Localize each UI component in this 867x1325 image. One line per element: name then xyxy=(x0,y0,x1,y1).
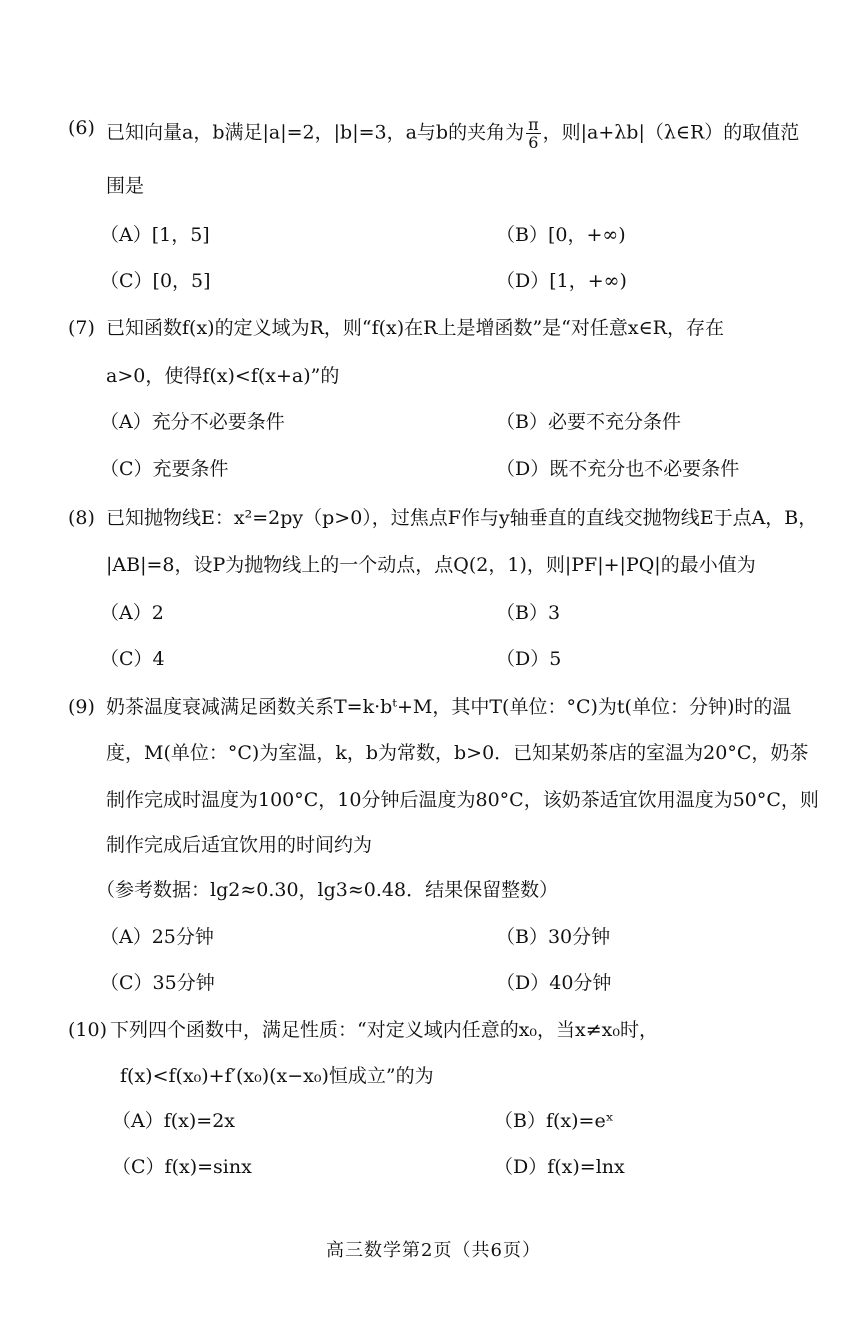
option-b: （B）3 xyxy=(496,602,561,624)
question-number: (6) xyxy=(68,117,95,139)
option-b: （B）30分钟 xyxy=(496,926,611,948)
question-number: (7) xyxy=(68,317,95,339)
option-a: （A）[1，5] xyxy=(100,224,210,246)
option-d: （D）40分钟 xyxy=(496,972,612,994)
stem-text: 已知向量a，b满足|a|=2，|b|=3，a与b的夹角为 xyxy=(106,121,525,144)
option-c: （C）充要条件 xyxy=(100,458,229,480)
question-stem-continued: 度，M(单位：°C)为室温，k，b为常数，b>0．已知某奶茶店的室温为20°C，奶茶 xyxy=(106,742,809,764)
question-stem: 奶茶温度衰减满足函数关系T=k·bᵗ+M，其中T(单位：°C)为t(单位：分钟)时的温 xyxy=(106,696,792,718)
question-stem: 已知函数f(x)的定义域为R，则“f(x)在R上是增函数”是“对任意x∈R，存在 xyxy=(106,317,724,339)
option-d: （D）既不充分也不必要条件 xyxy=(496,458,740,480)
option-b: （B）必要不充分条件 xyxy=(496,411,681,433)
question-stem-continued: 制作完成时温度为100°C，10分钟后温度为80°C，该奶茶适宜饮用温度为50°C，则 xyxy=(106,789,819,811)
question-stem-continued: 围是 xyxy=(106,175,145,197)
question-number: (9) xyxy=(68,696,95,718)
fraction-denominator: 6 xyxy=(528,133,539,152)
fraction-numerator: π xyxy=(528,115,539,134)
option-c: （C）4 xyxy=(100,648,165,670)
question-stem-continued: 制作完成后适宜饮用的时间约为 xyxy=(106,834,373,856)
option-a: （A）f(x)=2x xyxy=(112,1110,236,1132)
question-stem: 下列四个函数中，满足性质：“对定义域内任意的x₀，当x≠x₀时， xyxy=(110,1019,659,1041)
option-d: （D）[1，+∞) xyxy=(496,270,627,292)
question-stem-continued: a>0，使得f(x)<f(x+a)”的 xyxy=(106,365,340,387)
option-b: （B）[0，+∞) xyxy=(496,224,626,246)
page-footer: 高三数学第2页（共6页） xyxy=(326,1240,541,1261)
question-number: (10) xyxy=(68,1019,108,1041)
question-stem-continued: |AB|=8，设P为抛物线上的一个动点，点Q(2，1)，则|PF|+|PQ|的最小值为 xyxy=(106,554,756,576)
question-stem: 已知抛物线E：x²=2py（p>0），过焦点F作与y轴垂直的直线交抛物线E于点A，B， xyxy=(106,507,818,529)
fraction xyxy=(526,116,541,151)
reference-data: （参考数据：lg2≈0.30，lg3≈0.48．结果保留整数） xyxy=(96,879,559,901)
option-a: （A）2 xyxy=(100,602,164,624)
question-stem xyxy=(106,116,799,151)
option-a: （A）充分不必要条件 xyxy=(100,411,285,433)
option-a: （A）25分钟 xyxy=(100,926,214,948)
option-d: （D）f(x)=lnx xyxy=(494,1156,625,1178)
option-b: （B）f(x)=eˣ xyxy=(494,1110,614,1132)
option-c: （C）35分钟 xyxy=(100,972,215,994)
question-number: (8) xyxy=(68,507,95,529)
option-c: （C）f(x)=sinx xyxy=(112,1156,252,1178)
option-c: （C）[0，5] xyxy=(100,270,211,292)
stem-text: ，则|a+λb|（λ∈R）的取值范 xyxy=(542,121,800,144)
option-d: （D）5 xyxy=(496,648,562,670)
question-stem-continued: f(x)<f(x₀)+f′(x₀)(x−x₀)恒成立”的为 xyxy=(120,1065,434,1087)
